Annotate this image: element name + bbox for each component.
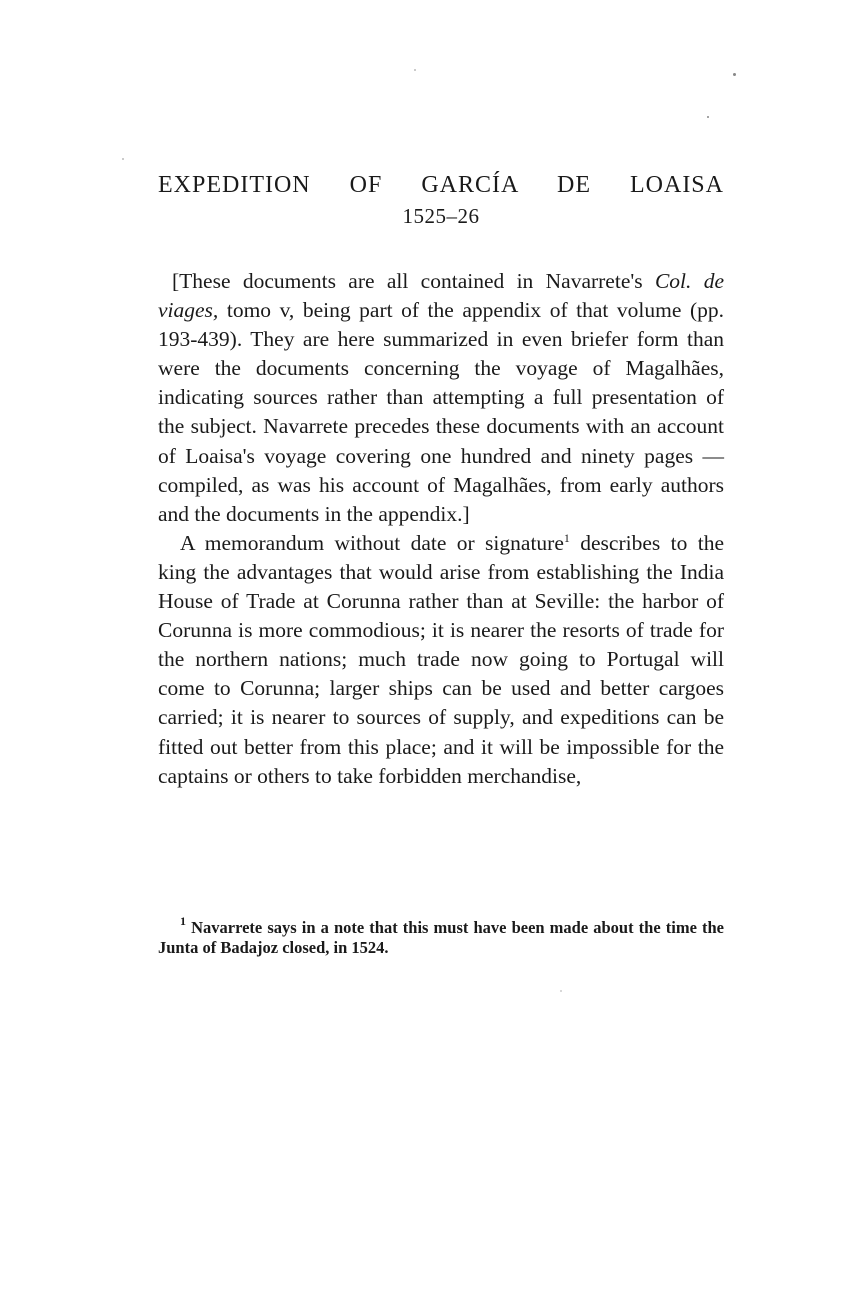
book-title-italic: Col. de viages, (158, 269, 724, 323)
memorandum-text-start: A memorandum without date or signature (180, 530, 564, 555)
footnote-marker: 1 (180, 914, 186, 928)
memorandum-paragraph (158, 529, 724, 791)
intro-text-start: [These documents are all contained in Navarrete's (172, 269, 655, 293)
intro-text-rest: tomo v, being part of the appendix of that volume (pp. 193-439). They are here summarized in even briefer form than were the documents concerning the voyage of Magalhães, indicating sources rather than attempting a full presentation of the subject. Navarrete precedes these documents with an account of Loaisa's voyage covering one hundred and ninety pages — compiled, as was his account of Magalhães, from early authors and the documents in the appendix.] (158, 298, 724, 526)
chapter-years: 1525–26 (402, 204, 480, 228)
footnote-text: Navarrete says in a note that this must have been made about the time the Junta of Badajoz closed, in 1524. (158, 918, 724, 957)
scan-speck (707, 116, 709, 118)
footnote-paragraph (158, 914, 724, 958)
scan-speck (414, 69, 416, 71)
footnote-reference: 1 (563, 530, 570, 545)
intro-paragraph (158, 267, 724, 529)
scan-speck (733, 73, 736, 76)
footnote (158, 914, 724, 958)
scan-speck (560, 990, 562, 992)
body-text (158, 267, 724, 791)
chapter-title: EXPEDITION OF GARCÍA DE LOAISA (158, 172, 724, 198)
memorandum-text-rest: describes to the king the advantages that would arise from establishing the India House of Trade at Corunna rather than at Seville: the harbor of Corunna is more commodious; it is nearer the resorts of trade for the northern nations; much trade now going to Portugal will come to Corunna; larger ships can be used and better cargoes carried; it is nearer to sources of supply, and expeditions can be fitted out better from this place; and it will be impossible for the captains or others to take forbidden merchandise, (158, 530, 724, 788)
scan-speck (122, 158, 124, 160)
